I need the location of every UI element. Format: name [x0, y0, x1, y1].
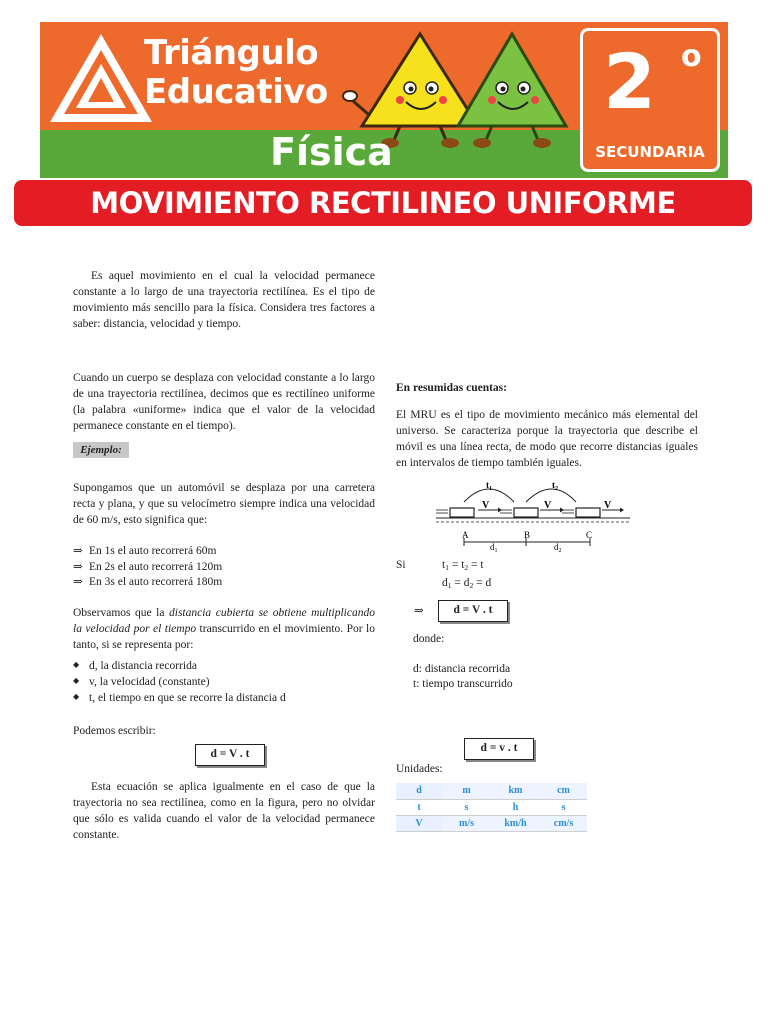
definition-t: t: tiempo transcurrido: [413, 678, 513, 690]
units-table: [396, 783, 587, 832]
velocity-label: V: [482, 500, 490, 511]
list-item: ◆ d, la distancia recorrida: [73, 657, 197, 674]
t2-label: $t_2$: [552, 480, 558, 492]
velocity-label: V: [544, 500, 552, 511]
intro-paragraph: Es aquel movimiento en el cual la velocidad permanece constante a lo largo de una trayectoria rectilínea. Es el tipo de movimiento más sencillo para la física. Considera tres factores a saber: distancia, velocidad y tiempo.: [73, 270, 375, 330]
closing-paragraph: Esta ecuación se aplica igualmente en el caso de que la trayectoria no sea rectilínea, como en la figura, pero no olvidar que sólo es valida cuando el valor de la velocidad permanece constante.: [73, 781, 375, 841]
t1-label: $t_1$: [486, 480, 492, 492]
si-label: Si: [396, 559, 406, 571]
mru-diagram: [434, 480, 634, 560]
d1-label: $d_1$: [490, 542, 498, 554]
point-a-label: A: [462, 530, 469, 540]
time-condition: $t_1 = t_2 = t$: [442, 559, 484, 572]
car-icon: [576, 508, 600, 517]
page-title: MOVIMIENTO RECTILINEO UNIFORME: [90, 186, 676, 220]
table-row: V m/s km/h cm/s: [396, 815, 587, 831]
d2-label: $d_2$: [554, 542, 562, 554]
summary-paragraph: El MRU es el tipo de movimiento mecánico más elemental del universo. Se caracteriza porque la trayectoria que describe el móvil es una línea recta, de modo que recorre distancias iguales en intervalos de tiempo también iguales.: [396, 409, 698, 469]
list-item: ◆ v, la velocidad (constante): [73, 673, 210, 690]
implies-arrow-icon: ⇒: [414, 605, 424, 617]
grade-badge: [580, 28, 720, 172]
table-row: d m km cm: [396, 783, 587, 799]
grade-level-label: SECUNDARIA: [595, 143, 705, 161]
podemos-escribir-text: Podemos escribir:: [73, 725, 156, 737]
distance-condition: $d_1 = d_2 = d$: [442, 577, 492, 590]
car-icon: [450, 508, 474, 517]
bullet-diamond-icon: ◆: [73, 660, 80, 669]
subject-title: Física: [270, 130, 393, 174]
bullet-diamond-icon: ◆: [73, 692, 80, 701]
implies-arrow-icon: ⇒: [73, 561, 83, 573]
grade-ordinal: o: [681, 39, 702, 74]
observation-paragraph: Observamos que la distancia cubierta se obtiene multiplicando la velocidad por el tiempo transcurrido en el movimiento. Por lo tanto, si se representa por:: [73, 607, 375, 651]
formula-box-2: d = v . t: [464, 738, 534, 760]
brand-line-2: Educativo: [144, 72, 328, 112]
list-item: ◆ t, el tiempo en que se recorre la distancia d: [73, 689, 286, 706]
car-icon: [514, 508, 538, 517]
list-item: ⇒ En 2s el auto recorrerá 120m: [73, 561, 223, 573]
list-item: ⇒ En 3s el auto recorrerá 180m: [73, 576, 223, 588]
header-banner: [40, 22, 728, 178]
units-label: Unidades:: [396, 763, 443, 775]
implies-arrow-icon: ⇒: [73, 576, 83, 588]
triangle-logo-icon: [46, 30, 156, 126]
implies-arrow-icon: ⇒: [73, 545, 83, 557]
grade-number: 2: [603, 37, 656, 126]
definition-d: d: distancia recorrida: [413, 663, 511, 675]
bullet-diamond-icon: ◆: [73, 676, 80, 685]
definition-paragraph: Cuando un cuerpo se desplaza con velocidad constante a lo largo de una trayectoria rectilínea, decimos que es rectilíneo uniforme (la palabra «uniforme» indica que el valor de la velocidad permanece constante en el tiempo).: [73, 372, 375, 432]
brand-line-1: Triángulo: [144, 33, 319, 73]
list-item: ⇒ En 1s el auto recorrerá 60m: [73, 545, 217, 557]
example-label: Ejemplo:: [73, 442, 129, 458]
point-c-label: C: [586, 530, 593, 540]
table-row: t s h s: [396, 799, 587, 815]
example-paragraph: Supongamos que un automóvil se desplaza por una carretera recta y plana, y que su velocímetro siempre indica una velocidad de 60 m/s, esto significa que:: [73, 482, 375, 526]
brand-name: [144, 34, 328, 112]
formula-box: d = V . t: [195, 744, 265, 766]
page-title-bar: [14, 180, 752, 226]
point-b-label: B: [524, 530, 531, 540]
summary-heading: En resumidas cuentas:: [396, 382, 507, 394]
donde-label: donde:: [413, 633, 445, 645]
velocity-label: V: [604, 500, 612, 511]
formula-box: d = V . t: [438, 600, 508, 622]
